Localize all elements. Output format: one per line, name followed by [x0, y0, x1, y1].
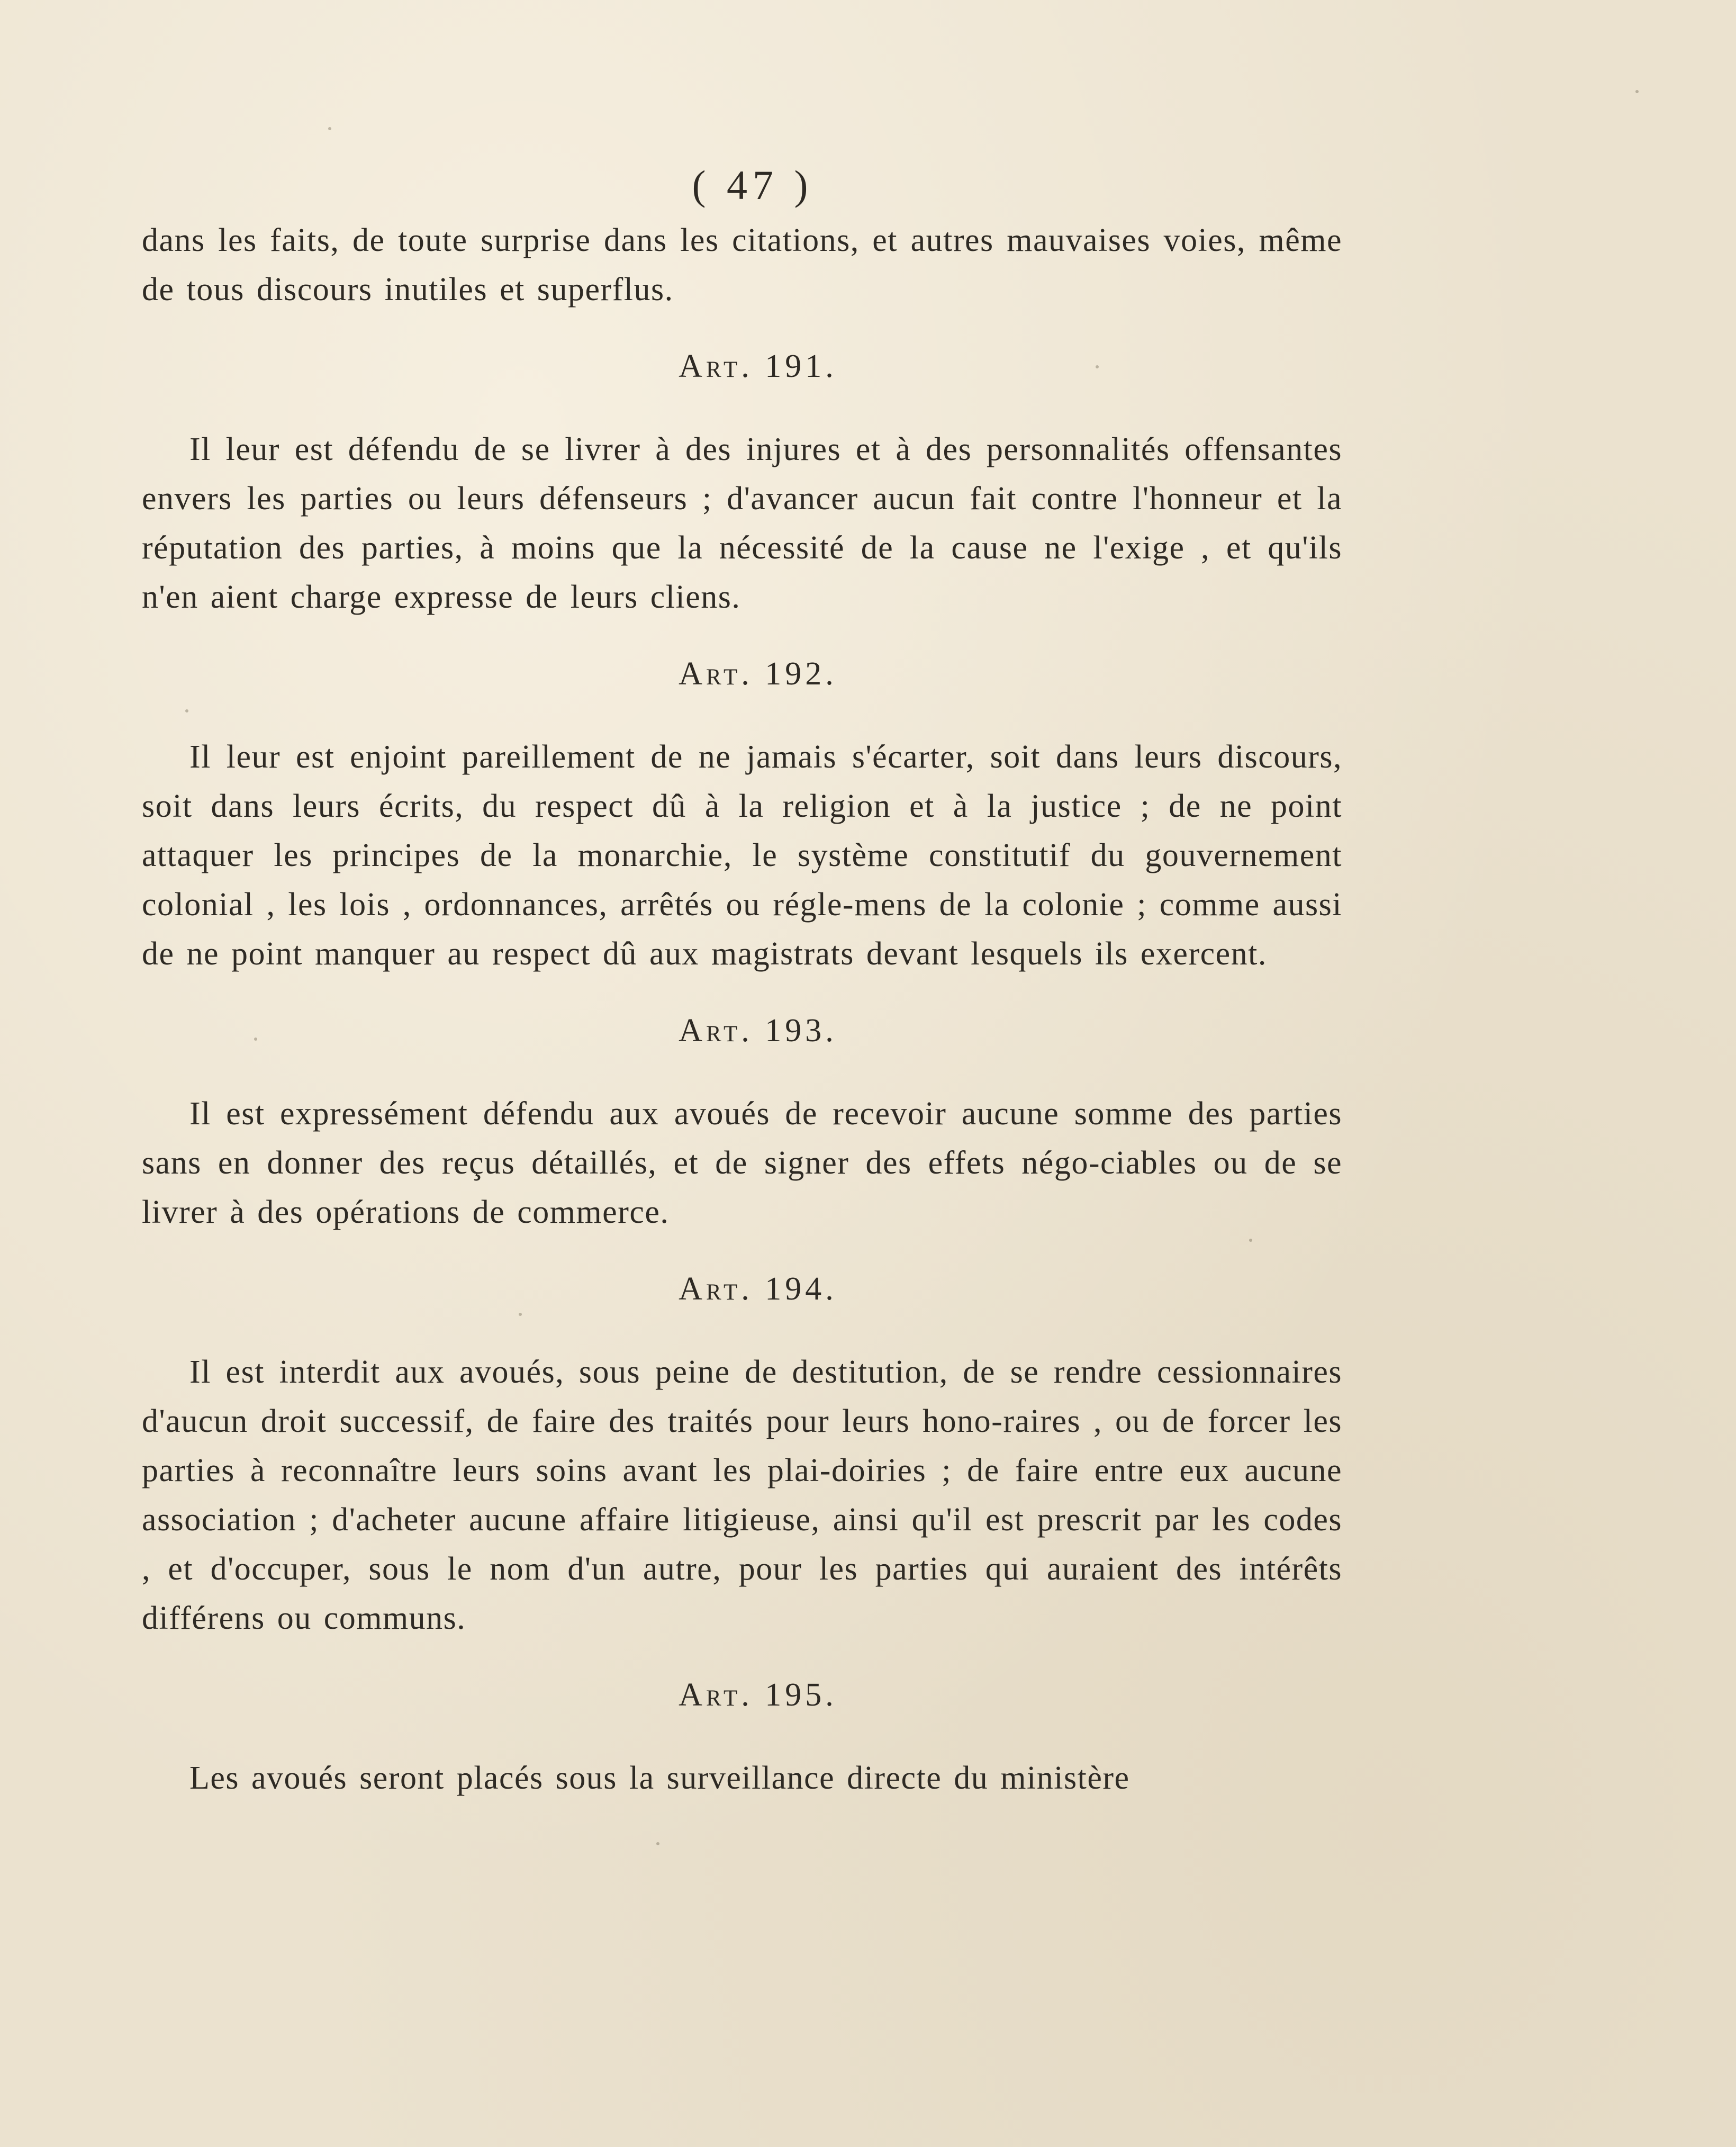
paper-speck — [1096, 365, 1099, 368]
article-heading-195: Art. 195. — [679, 1677, 837, 1713]
article-heading-193: Art. 193. — [679, 1013, 837, 1049]
text-block — [142, 159, 1342, 1803]
paper-speck — [254, 1038, 257, 1041]
article-heading-192: Art. 192. — [679, 656, 837, 692]
paper-speck — [519, 1313, 522, 1316]
paper-speck — [1635, 90, 1639, 93]
article-heading-191: Art. 191. — [679, 348, 837, 384]
article-195-text: Les avoués seront placés sous la surveillance directe du ministère — [189, 1760, 1130, 1796]
paper-speck — [1249, 1239, 1252, 1242]
article-192-text: Il leur est enjoint pareillement de ne jamais s'écarter, soit dans leurs discours, soit dans leurs écrits, du respect dû à la religion et à la justice ; de ne point attaquer les principes de la monarchie, le système constitutif du gouvernement colonial , les lois , ordonnances, arrêtés ou régle-mens de la colonie ; comme aussi de ne point manquer au respect dû aux magistrats devant lesquels ils exercent. — [142, 739, 1342, 972]
paper-speck — [328, 127, 331, 130]
article-191-text: Il leur est défendu de se livrer à des injures et à des personnalités offensantes envers les parties ou leurs défenseurs ; d'avancer aucun fait contre l'honneur et la réputation des parties, à moins que la nécessité de la cause ne l'exige , et qu'ils n'en aient charge expresse de leurs cliens. — [142, 431, 1342, 615]
paper-speck — [656, 1842, 659, 1845]
article-heading-194: Art. 194. — [679, 1271, 837, 1307]
page-number: ( 47 ) — [692, 162, 813, 208]
paper-speck — [185, 709, 188, 712]
paragraph-continuation: dans les faits, de toute surprise dans les citations, et autres mauvaises voies, même de tous discours inutiles et superflus. — [142, 222, 1342, 308]
article-193-text: Il est expressément défendu aux avoués de recevoir aucune somme des parties sans en donner des reçus détaillés, et de signer des effets négo-ciables ou de se livrer à des opérations de commerce. — [142, 1096, 1342, 1230]
article-194-text: Il est interdit aux avoués, sous peine de destitution, de se rendre cessionnaires d'aucun droit successif, de faire des traités pour leurs hono-raires , ou de forcer les parties à reconnaître leurs soins avant les plai-doiries ; de faire entre eux aucune association ; d'acheter aucune affaire litigieuse, ainsi qu'il est prescrit par les codes , et d'occuper, sous le nom d'un autre, pour les parties qui auraient des intérêts différens ou communs. — [142, 1354, 1342, 1636]
